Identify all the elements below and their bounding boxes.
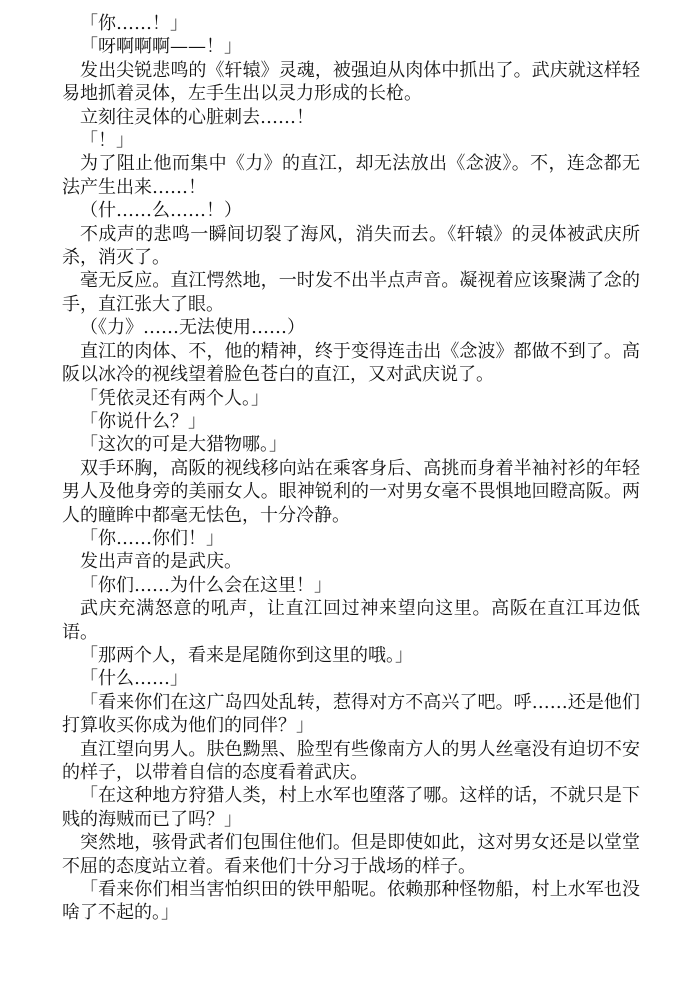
narration-paragraph: 发出声音的是武庆。 [80, 551, 242, 573]
narration-paragraph: 毫无反应。直江愕然地，一时发不出半点声音。凝视着应该聚满了念的手，直江张大了眼。 [62, 270, 640, 315]
dialogue-line: 「在这种地方狩猎人类，村上水军也堕落了哪。这样的话，不就只是下贱的海贼而已了吗？」 [62, 785, 640, 830]
narration-paragraph: 直江的肉体、不，他的精神，终于变得连击出《念波》都做不到了。高阪以冰冷的视线望着脸色苍白的直江，又对武庆说了。 [62, 340, 640, 386]
dialogue-line: 「那两个人，看来是尾随你到这里的哦。」 [80, 644, 413, 666]
dialogue-line: 「看来你们在这广岛四处乱转，惹得对方不高兴了吧。呼……还是他们打算收买你成为他们的同伴？」 [62, 691, 640, 737]
narration-paragraph: 直江望向男人。肤色黝黑、脸型有些像南方人的男人丝毫没有迫切不安的样子，以带着自信的态度看着武庆。 [62, 738, 640, 783]
dialogue-line: 「你说什么？」 [80, 410, 206, 432]
dialogue-line: 「凭依灵还有两个人。」 [80, 387, 269, 409]
inner-thought-line: （什……么……！） [80, 200, 242, 222]
dialogue-line: 「呀啊啊啊——！」 [80, 36, 242, 58]
dialogue-line: 「！」 [80, 130, 134, 152]
dialogue-line: 「什么……」 [80, 668, 188, 690]
narration-paragraph: 发出尖锐悲鸣的《轩辕》灵魂，被强迫从肉体中抓出了。武庆就这样轻易地抓着灵体，左手生出以灵力形成的长枪。 [62, 59, 640, 105]
narration-paragraph: 不成声的悲鸣一瞬间切裂了海风，消失而去。《轩辕》的灵体被武庆所杀，消灭了。 [62, 223, 640, 269]
dialogue-line: 「你们……为什么会在这里！」 [80, 574, 332, 596]
narration-paragraph: 双手环胸，高阪的视线移向站在乘客身后、高挑而身着半袖衬衫的年轻男人及他身旁的美丽女人。眼神锐利的一对男女毫不畏惧地回瞪高阪。两人的瞳眸中都毫无怯色，十分冷静。 [62, 457, 640, 526]
dialogue-line: 「你……你们！」 [80, 527, 224, 549]
novel-page [62, 12, 640, 925]
narration-paragraph: 立刻往灵体的心脏刺去……！ [80, 106, 314, 128]
narration-paragraph: 为了阻止他而集中《力》的直江，却无法放出《念波》。不，连念都无法产生出来……！ [62, 153, 640, 198]
dialogue-line: 「看来你们相当害怕织田的铁甲船呢。依赖那种怪物船，村上水军也没啥了不起的。」 [62, 879, 640, 924]
dialogue-line: 「你……！」 [80, 13, 188, 34]
narration-paragraph: 突然地，骇骨武者们包围住他们。但是即使如此，这对男女还是以堂堂不屈的态度站立着。看来他们十分习于战场的样子。 [62, 832, 640, 877]
inner-thought-line: （《力》……无法使用……） [80, 317, 305, 339]
narration-paragraph: 武庆充满怒意的吼声，让直江回过神来望向这里。高阪在直江耳边低语。 [62, 598, 640, 643]
dialogue-line: 「这次的可是大猎物哪。」 [80, 434, 287, 456]
